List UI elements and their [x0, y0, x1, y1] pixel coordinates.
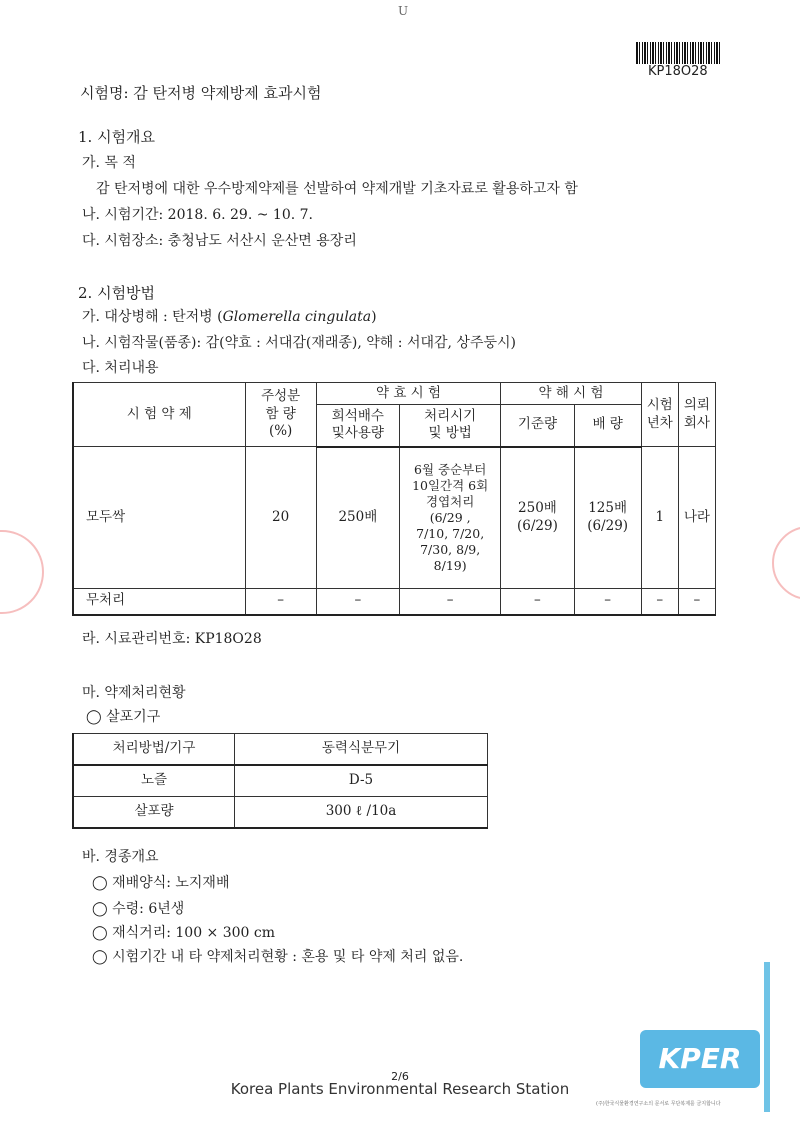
header-year: [641, 383, 678, 447]
section2-c: 다. 처리내용: [82, 360, 159, 376]
kper-logo: KPER: [640, 1030, 760, 1088]
timing-line: 경엽처리: [426, 493, 475, 509]
header-content-line: 주성분: [261, 388, 301, 405]
sprayer-value: 동력식분무기: [235, 734, 488, 766]
header-multiple: 배 량: [574, 405, 641, 447]
sprayer-label: 처리방법/기구: [73, 734, 235, 766]
timing-line: 8/19): [433, 557, 467, 573]
row-drug: 무처리: [73, 589, 245, 615]
header-timing: [400, 405, 501, 447]
row-year: –: [641, 589, 678, 615]
treatment-table: [72, 382, 716, 616]
row-content: –: [245, 589, 316, 615]
row-standard: –: [501, 589, 574, 615]
header-timing-line: 처리시기: [424, 407, 477, 424]
header-standard: 기준량: [501, 405, 574, 447]
table-row: [73, 447, 716, 589]
header-phyto: 약 해 시 험: [501, 383, 641, 405]
timing-line: 6월 중순부터: [414, 461, 487, 477]
section2-a-prefix: 가. 대상병해 : 탄저병 (: [82, 309, 223, 325]
row-dilution: –: [316, 589, 399, 615]
row-standard: [501, 447, 574, 589]
document-code: KP18O28: [648, 64, 708, 79]
section-ma-heading: 마. 약제처리현황: [82, 685, 186, 701]
header-drug: 시 험 약 제: [73, 383, 245, 447]
header-year-line: 년차: [646, 414, 673, 431]
header-client-line: 의뢰: [683, 396, 710, 413]
section1-heading: 1. 시험개요: [78, 128, 156, 146]
timing-line: 10일간격 6회: [412, 477, 489, 493]
row-multiple: [574, 447, 641, 589]
multiple-line: (6/29): [587, 517, 629, 534]
section-ba-heading: 바. 경종개요: [82, 849, 159, 865]
table-row: [73, 797, 488, 829]
header-client-line: 회사: [683, 414, 710, 431]
sprayer-table: [72, 733, 488, 829]
section1-b: 나. 시험기간: 2018. 6. 29. ~ 10. 7.: [82, 207, 313, 223]
section2-heading: 2. 시험방법: [78, 284, 156, 302]
header-year-line: 시험: [646, 396, 673, 413]
sample-number: 라. 시료관리번호: KP18O28: [82, 631, 262, 647]
page-number: 2/6: [391, 1070, 409, 1083]
header-content-line: (%): [268, 423, 293, 440]
pathogen-latin-name: Glomerella cingulata: [222, 309, 372, 325]
multiple-line: 125배: [588, 500, 628, 517]
spray-volume-label: 살포량: [73, 797, 235, 829]
table-row: [73, 734, 488, 766]
top-mark: U: [398, 4, 409, 18]
section1-a-text: 감 탄저병에 대한 우수방제약제를 선발하여 약제개발 기초자료로 활용하고자 함: [96, 181, 578, 197]
station-name: Korea Plants Environmental Research Station: [230, 1080, 570, 1098]
row-client: 나라: [678, 447, 715, 589]
row-timing: –: [400, 589, 501, 615]
header-efficacy: 약 효 시 험: [316, 383, 501, 405]
cultivation-item: ◯ 수령: 6년생: [92, 901, 185, 917]
header-dilution-line: 희석배수: [331, 407, 384, 424]
section2-b: 나. 시험작물(품종): 감(약효 : 서대감(재래종), 약해 : 서대감, 상주둥시): [82, 335, 516, 351]
row-timing: [400, 447, 501, 589]
page-title: 시험명: 감 탄저병 약제방제 효과시험: [80, 84, 322, 102]
cultivation-item: ◯ 재식거리: 100 × 300 cm: [92, 925, 276, 941]
header-client: [678, 383, 715, 447]
header-content: [245, 383, 316, 447]
table-row: [73, 589, 716, 615]
section2-a-suffix: ): [371, 309, 377, 325]
table-row: [73, 765, 488, 797]
section2-a: [82, 306, 377, 326]
seal-stamp-left: [0, 530, 44, 614]
header-content-line: 함 량: [265, 405, 296, 422]
header-timing-line: 및 방법: [428, 425, 472, 442]
row-dilution: 250배: [316, 447, 399, 589]
standard-line: (6/29): [516, 517, 558, 534]
barcode-image: [636, 42, 722, 64]
cultivation-item: ◯ 재배양식: 노지재배: [92, 875, 230, 891]
section1-c: 다. 시험장소: 충청남도 서산시 운산면 용장리: [82, 233, 357, 249]
timing-line: (6/29 ,: [429, 509, 471, 525]
spray-volume-value: 300 ℓ /10a: [235, 797, 488, 829]
header-dilution: [316, 405, 399, 447]
cultivation-item: ◯ 시험기간 내 타 약제처리현황 : 혼용 및 타 약제 처리 없음.: [92, 949, 464, 965]
section1-a-label: 가. 목 적: [82, 155, 136, 171]
logo-subtext: (주)한국식물환경연구소의 문서로 무단복제를 금지합니다: [596, 1101, 721, 1107]
row-client: –: [678, 589, 715, 615]
row-multiple: –: [574, 589, 641, 615]
timing-line: 7/30, 8/9,: [420, 541, 481, 557]
section-ma-sub: ◯ 살포기구: [86, 709, 161, 725]
row-content: 20: [245, 447, 316, 589]
nozzle-label: 노즐: [73, 765, 235, 797]
nozzle-value: D-5: [235, 765, 488, 797]
row-year: 1: [641, 447, 678, 589]
seal-stamp-right: [772, 526, 800, 600]
row-drug: 모두싹: [73, 447, 245, 589]
header-dilution-line: 및사용량: [331, 425, 384, 442]
standard-line: 250배: [518, 500, 557, 517]
timing-line: 7/10, 7/20,: [416, 525, 485, 541]
